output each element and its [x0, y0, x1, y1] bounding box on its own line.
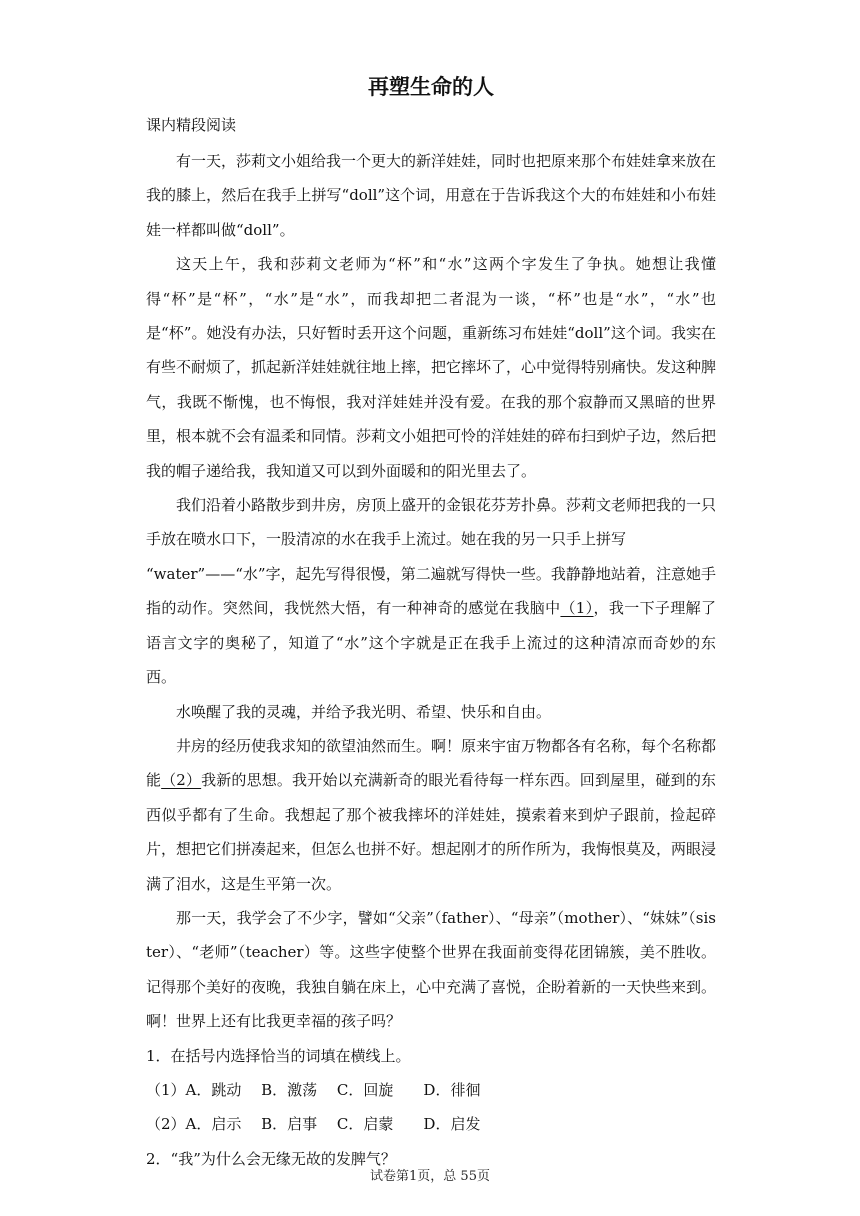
- paragraph-water: [146, 557, 716, 695]
- question-1-options-1: （1）A．跳动 B．激荡 C．回旋 D．徘徊: [146, 1080, 481, 1099]
- paragraph-well-before: 井房的经历使我求知的欲望油然而生。啊！原来宇宙万物都各有名称，每个名称都能: [146, 736, 717, 790]
- paragraph-5: 那一天，我学会了不少字，譬如“父亲”（father）、“母亲”（mother）、“妹妹”（sister）、“老师”（teacher）等。这些字使整个世界在我面前变得花团锦簇，美不胜收。记得那个美好的夜晚，我独自躺在床上，心中充满了喜悦，企盼着新的一天快些来到。啊！世界上还有比我更幸福的孩子吗？: [146, 908, 717, 1031]
- blank-1: （1）: [560, 599, 594, 618]
- paragraph-water-after: ，我一下子理解了语言文字的奥秘了，知道了“水”这个字就是正在我手上流过的这种清凉而奇妙的东西。: [146, 599, 716, 687]
- question-2: 2．“我”为什么会无缘无故的发脾气？: [146, 1149, 396, 1168]
- paragraph-3: 我们沿着小路散步到井房，房顶上盛开的金银花芬芳扑鼻。莎莉文老师把我的一只手放在喷水口下，一股清凉的水在我手上流过。她在我的另一只手上拼写: [146, 496, 717, 549]
- paragraph-4: 水唤醒了我的灵魂，并给予我光明、希望、快乐和自由。: [176, 702, 552, 721]
- question-1: 1．在括号内选择恰当的词填在横线上。: [146, 1046, 411, 1065]
- question-1-options-2: （2）A．启示 B．启事 C．启蒙 D．启发: [146, 1115, 481, 1134]
- section-label: 课内精段阅读: [146, 116, 237, 134]
- paragraph-well: [146, 729, 716, 901]
- page-footer: 试卷第1页，总 55页: [370, 1169, 490, 1184]
- document-page: [146, 72, 716, 1176]
- paragraph-well-after: 我新的思想。我开始以充满新奇的眼光看待每一样东西。回到屋里，碰到的东西似乎都有了生命。我想起了那个被我摔坏的洋娃娃，摸索着来到炉子跟前，捡起碎片，想把它们拼凑起来，但怎么也拼不好。想起刚才的所作所为，我悔恨莫及，两眼浸满了泪水，这是生平第一次。: [146, 771, 717, 893]
- paragraph-water-before: “water”——“水”字，起先写得很慢，第二遍就写得快一些。我静静地站着，注意她手指的动作。突然间，我恍然大悟，有一种神奇的感觉在我脑中: [146, 564, 716, 618]
- paragraph-1: 有一天，莎莉文小姐给我一个更大的新洋娃娃，同时也把原来那个布娃娃拿来放在我的膝上，然后在我手上拼写“doll”这个词，用意在于告诉我这个大的布娃娃和小布娃娃一样都叫做“doll”。: [146, 152, 717, 239]
- paragraph-2: 这天上午，我和莎莉文老师为“杯”和“水”这两个字发生了争执。她想让我懂得“杯”是“杯”，“水”是“水”，而我却把二者混为一谈，“杯”也是“水”，“水”也是“杯”。她没有办法，只好暂时丢开这个问题，重新练习布娃娃“doll”这个词。我实在有些不耐烦了，抓起新洋娃娃就往地上摔，把它摔坏了，心中觉得特别痛快。发这种脾气，我既不惭愧，也不悔恨，我对洋娃娃并没有爱。在我的那个寂静而又黑暗的世界里，根本就不会有温柔和同情。莎莉文小姐把可怜的洋娃娃的碎布扫到炉子边，然后把我的帽子递给我，我知道又可以到外面暖和的阳光里去了。: [146, 255, 717, 480]
- page-title: 再塑生命的人: [368, 75, 494, 99]
- blank-2: （2）: [161, 771, 202, 790]
